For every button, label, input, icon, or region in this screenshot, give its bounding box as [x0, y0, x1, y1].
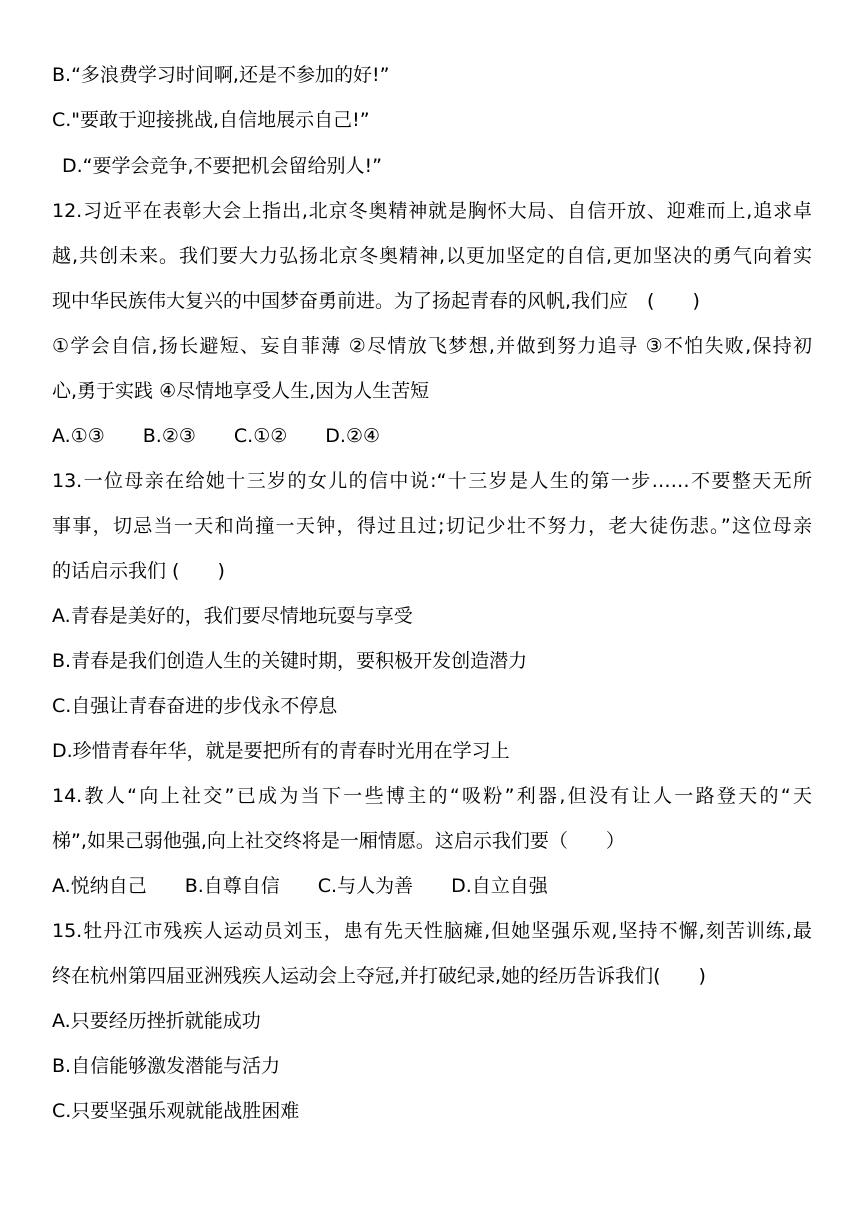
q13-option-a: A.青春是美好的，我们要尽情地玩耍与享受 [52, 605, 413, 627]
q13-option-d: D.珍惜青春年华，就是要把所有的青春时光用在学习上 [52, 740, 510, 762]
q13-stem-line: 13.一位母亲在给她十三岁的女儿的信中说:“十三岁是人生的第一步……不要整天无所 [52, 470, 812, 492]
q15-option-a: A.只要经历挫折就能成功 [52, 1010, 261, 1032]
q11-option-d: D.“要学会竞争,不要把机会留给别人!” [62, 155, 383, 177]
q15-stem-line: 15.牡丹江市残疾人运动员刘玉，患有先天性脑瘫,但她坚强乐观,坚持不懈,刻苦训练,最 [52, 920, 812, 942]
q14-stem-line: 14.教人“向上社交”已成为当下一些博主的“吸粉”利器,但没有让人一路登天的“天 [52, 785, 812, 807]
q14-stem-line: 梯”,如果己弱他强,向上社交终将是一厢情愿。这启示我们要（ ） [52, 830, 625, 852]
q12-stem-line: 12.习近平在表彰大会上指出,北京冬奥精神就是胸怀大局、自信开放、迎难而上,追求卓 [52, 200, 812, 222]
q12-statements-line: ①学会自信,扬长避短、妄自菲薄 ②尽情放飞梦想,并做到努力追寻 ③不怕失败,保持初 [52, 335, 812, 357]
q15-option-c: C.只要坚强乐观就能战胜困难 [52, 1100, 300, 1122]
q15-option-b: B.自信能够激发潜能与活力 [52, 1055, 281, 1077]
q12-options: A.①③ B.②③ C.①② D.②④ [52, 425, 381, 447]
q11-option-b: B.“多浪费学习时间啊,还是不参加的好!” [52, 64, 390, 86]
q13-stem-line: 的话启示我们 ( ) [52, 560, 225, 582]
q11-option-c: C."要敢于迎接挑战,自信地展示自己!” [52, 109, 370, 131]
q14-options: A.悦纳自己 B.自尊自信 C.与人为善 D.自立自强 [52, 875, 548, 897]
q12-statements-line: 心,勇于实践 ④尽情地享受人生,因为人生苦短 [52, 380, 430, 402]
q15-stem-line: 终在杭州第四届亚洲残疾人运动会上夺冠,并打破纪录,她的经历告诉我们( ) [52, 965, 706, 987]
q13-option-c: C.自强让青春奋进的步伐永不停息 [52, 695, 338, 717]
q12-stem-line: 现中华民族伟大复兴的中国梦奋勇前进。为了扬起青春的风帆,我们应 ( ) [52, 290, 700, 312]
q13-option-b: B.青春是我们创造人生的关键时期，要积极开发创造潜力 [52, 650, 528, 672]
q13-stem-line: 事事，切忌当一天和尚撞一天钟，得过且过;切记少壮不努力，老大徒伤悲。”这位母亲 [52, 515, 812, 537]
q12-stem-line: 越,共创未来。我们要大力弘扬北京冬奥精神,以更加坚定的自信,更加坚决的勇气向着实 [52, 245, 812, 267]
